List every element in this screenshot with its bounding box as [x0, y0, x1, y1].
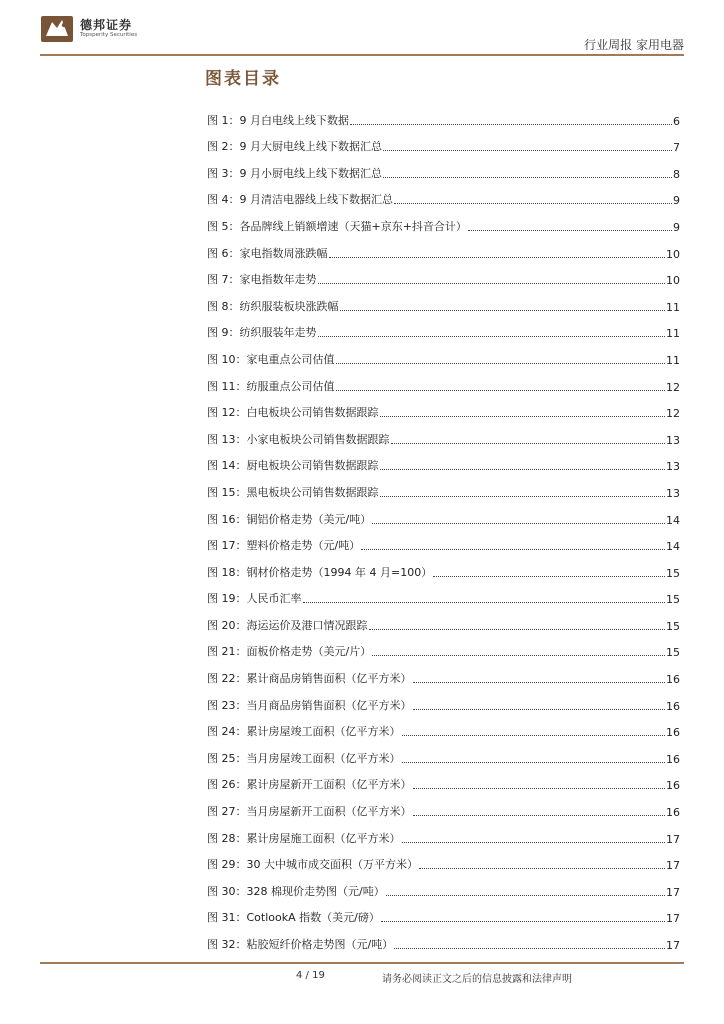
toc-entry-page: 11 [666, 353, 680, 367]
toc-leader-dots [369, 619, 666, 630]
toc-entry-page: 6 [673, 114, 680, 128]
toc-title: 图表目录 [205, 69, 281, 89]
toc-entry-label: 图 26：累计房屋新开工面积（亿平方米） [207, 778, 412, 792]
toc-leader-dots [372, 513, 665, 524]
toc-entry-page: 10 [666, 274, 680, 288]
legal-disclaimer: 请务必阅读正文之后的信息披露和法律声明 [382, 974, 572, 985]
toc-entry-page: 16 [666, 673, 680, 687]
toc-leader-dots [413, 699, 666, 710]
toc-entry-label: 图 10：家电重点公司估值 [207, 352, 335, 366]
toc-leader-dots [318, 326, 666, 337]
page-indicator: 4 / 19 [296, 970, 325, 981]
toc-leader-dots [391, 433, 666, 444]
toc-entry-label: 图 20：海运运价及港口情况跟踪 [207, 618, 368, 632]
toc-entry-label: 图 23：当月商品房销售面积（亿平方米） [207, 698, 412, 712]
toc-entry[interactable] [207, 659, 680, 686]
toc-entry-page: 17 [666, 912, 680, 926]
toc-leader-dots [394, 938, 665, 949]
toc-entry-page: 17 [666, 885, 680, 899]
toc-entry-label: 图 2：9 月大厨电线上线下数据汇总 [207, 140, 382, 154]
toc-entry[interactable] [207, 580, 680, 607]
toc-leader-dots [380, 406, 666, 417]
toc-entry-label: 图 29：30 大中城市成交面积（万平方米） [207, 858, 418, 872]
toc-entry-label: 图 19：人民币汇率 [207, 592, 302, 606]
toc-leader-dots [318, 273, 666, 284]
toc-entry-label: 图 1：9 月白电线上线下数据 [207, 113, 349, 127]
toc-entry[interactable] [207, 527, 680, 554]
toc-entry-page: 8 [673, 167, 680, 181]
toc-leader-dots [413, 778, 666, 789]
toc-entry[interactable] [207, 686, 680, 713]
toc-entry-page: 17 [666, 859, 680, 873]
toc-entry-page: 15 [666, 646, 680, 660]
toc-entry-page: 13 [666, 460, 680, 474]
toc-leader-dots [383, 167, 672, 178]
toc-entry[interactable] [207, 314, 680, 341]
toc-leader-dots [336, 353, 666, 364]
toc-leader-dots [329, 247, 666, 258]
toc-leader-dots [303, 592, 666, 603]
logo-name: 德邦证券 [80, 18, 133, 33]
footer-divider [40, 962, 684, 964]
toc-entry[interactable] [207, 101, 680, 128]
toc-entry-page: 14 [666, 513, 680, 527]
toc-entry-page: 11 [666, 300, 680, 314]
toc-leader-dots [380, 486, 666, 497]
toc-entry-label: 图 11：纺服重点公司估值 [207, 379, 335, 393]
logo-mark-icon [40, 14, 74, 44]
toc-entry[interactable] [207, 846, 680, 873]
toc-entry-label: 图 3：9 月小厨电线上线下数据汇总 [207, 166, 382, 180]
toc-entry-label: 图 13：小家电板块公司销售数据跟踪 [207, 432, 390, 446]
toc-entry-page: 13 [666, 486, 680, 500]
logo-subtitle: Topsperity Securities [80, 32, 138, 39]
figure-toc-list [207, 101, 680, 952]
toc-entry[interactable] [207, 234, 680, 261]
toc-entry-label: 图 32：粘胶短纤价格走势图（元/吨） [207, 938, 394, 951]
toc-entry-page: 15 [666, 593, 680, 607]
toc-entry-page: 9 [673, 194, 680, 208]
toc-entry[interactable] [207, 553, 680, 580]
toc-entry-label: 图 12：白电板块公司销售数据跟踪 [207, 406, 379, 420]
toc-entry[interactable] [207, 473, 680, 500]
toc-leader-dots [413, 672, 666, 683]
toc-entry[interactable] [207, 420, 680, 447]
toc-leader-dots [402, 752, 666, 763]
toc-entry-label: 图 27：当月房屋新开工面积（亿平方米） [207, 805, 412, 819]
toc-entry[interactable] [207, 394, 680, 421]
toc-entry[interactable] [207, 447, 680, 474]
toc-entry[interactable] [207, 500, 680, 527]
toc-entry[interactable] [207, 128, 680, 155]
toc-leader-dots [433, 566, 665, 577]
toc-entry[interactable] [207, 925, 680, 952]
toc-entry-label: 图 30：328 棉现价走势图（元/吨） [207, 884, 385, 898]
toc-entry[interactable] [207, 633, 680, 660]
toc-leader-dots [402, 832, 666, 843]
toc-entry-label: 图 9：纺织服装年走势 [207, 326, 317, 340]
toc-entry[interactable] [207, 713, 680, 740]
company-logo [40, 14, 137, 44]
toc-entry-label: 图 15：黑电板块公司销售数据跟踪 [207, 485, 379, 499]
toc-entry[interactable] [207, 367, 680, 394]
toc-entry-label: 图 28：累计房屋施工面积（亿平方米） [207, 831, 401, 845]
toc-entry-page: 12 [666, 380, 680, 394]
toc-entry-page: 16 [666, 779, 680, 793]
toc-entry[interactable] [207, 872, 680, 899]
toc-entry-page: 16 [666, 699, 680, 713]
toc-entry-page: 13 [666, 433, 680, 447]
toc-entry-page: 16 [666, 806, 680, 820]
toc-entry[interactable] [207, 287, 680, 314]
toc-leader-dots [383, 140, 672, 151]
toc-entry-label: 图 7：家电指数年走势 [207, 273, 317, 287]
toc-entry-page: 15 [666, 619, 680, 633]
toc-entry-label: 图 16：铜铝价格走势（美元/吨） [207, 512, 372, 526]
toc-leader-dots [361, 539, 665, 550]
toc-entry-page: 16 [666, 726, 680, 740]
toc-entry-label: 图 5：各品牌线上销额增速（天猫+京东+抖音合计） [207, 219, 467, 233]
toc-entry-page: 15 [666, 566, 680, 580]
toc-leader-dots [413, 805, 666, 816]
toc-entry-label: 图 17：塑料价格走势（元/吨） [207, 539, 361, 553]
toc-entry-label: 图 8：纺织服装板块涨跌幅 [207, 299, 339, 313]
toc-entry[interactable] [207, 792, 680, 819]
toc-entry[interactable] [207, 739, 680, 766]
toc-entry[interactable] [207, 261, 680, 288]
toc-leader-dots [468, 220, 672, 231]
toc-entry-label: 图 22：累计商品房销售面积（亿平方米） [207, 672, 412, 686]
toc-leader-dots [419, 858, 665, 869]
toc-entry-label: 图 6：家电指数周涨跌幅 [207, 246, 328, 260]
toc-entry[interactable] [207, 606, 680, 633]
toc-entry-label: 图 25：当月房屋竣工面积（亿平方米） [207, 751, 401, 765]
toc-entry[interactable] [207, 154, 680, 181]
toc-entry-label: 图 24：累计房屋竣工面积（亿平方米） [207, 725, 401, 739]
toc-entry-page: 10 [666, 247, 680, 261]
toc-entry-page: 12 [666, 407, 680, 421]
toc-leader-dots [386, 885, 665, 896]
toc-entry-page: 17 [666, 939, 680, 952]
toc-leader-dots [380, 459, 666, 470]
toc-entry[interactable] [207, 181, 680, 208]
toc-entry[interactable] [207, 819, 680, 846]
toc-entry-page: 7 [673, 141, 680, 155]
toc-entry[interactable] [207, 207, 680, 234]
report-type: 行业周报 家用电器 [584, 38, 684, 52]
toc-entry[interactable] [207, 899, 680, 926]
toc-entry-page: 9 [673, 220, 680, 234]
toc-entry-label: 图 18：钢材价格走势（1994 年 4 月=100） [207, 565, 433, 579]
header-divider [40, 54, 684, 56]
toc-entry[interactable] [207, 766, 680, 793]
toc-leader-dots [381, 911, 665, 922]
toc-entry-label: 图 14：厨电板块公司销售数据跟踪 [207, 459, 379, 473]
toc-leader-dots [402, 725, 666, 736]
toc-entry-label: 图 31：CotlookA 指数（美元/磅） [207, 911, 380, 925]
toc-entry[interactable] [207, 340, 680, 367]
toc-leader-dots [340, 300, 666, 311]
toc-entry-page: 11 [666, 327, 680, 341]
toc-entry-page: 16 [666, 752, 680, 766]
page-header [0, 0, 724, 60]
toc-leader-dots [394, 193, 672, 204]
toc-leader-dots [372, 645, 665, 656]
toc-entry-page: 14 [666, 540, 680, 554]
toc-leader-dots [336, 380, 666, 391]
toc-entry-page: 17 [666, 832, 680, 846]
toc-entry-label: 图 21：面板价格走势（美元/片） [207, 645, 372, 659]
toc-leader-dots [350, 114, 672, 125]
toc-entry-label: 图 4：9 月清洁电器线上线下数据汇总 [207, 193, 393, 207]
